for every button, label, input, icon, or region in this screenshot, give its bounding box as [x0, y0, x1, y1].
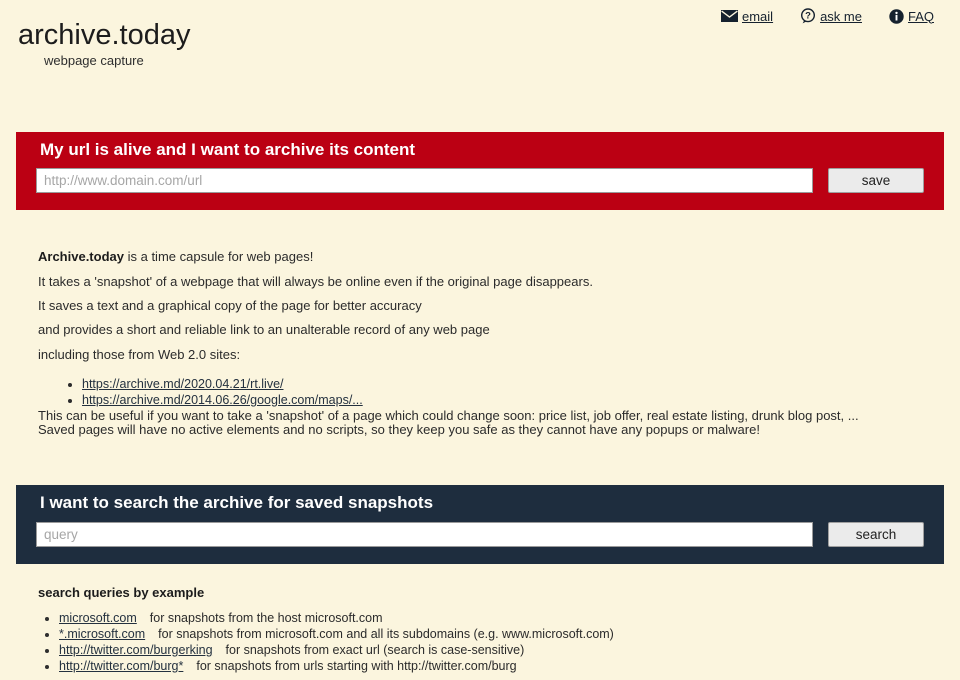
page-header: [0, 0, 960, 69]
list-item: [82, 393, 922, 407]
usefulness-paragraph: [38, 409, 922, 438]
email-link[interactable]: [721, 9, 773, 24]
snapshot-example-links: [38, 377, 922, 407]
search-examples-section: [38, 585, 922, 673]
list-item: [59, 611, 922, 625]
intro-line-4: and provides a short and reliable link to an unalterable record of any web page: [38, 322, 490, 338]
search-form: [36, 522, 924, 547]
intro-line-1: [38, 250, 922, 264]
example-query-subdomains[interactable]: *.microsoft.com: [59, 626, 146, 641]
list-item: [59, 627, 922, 641]
faq-icon: [889, 9, 904, 24]
intro-lead-rest: is a time capsule for web pages!: [123, 249, 314, 265]
archive-section-title: My url is alive and I want to archive its content: [40, 140, 416, 159]
list-item: [59, 643, 922, 657]
email-link-label[interactable]: email: [742, 8, 774, 24]
intro-line-2: It takes a 'snapshot' of a webpage that will always be online even if the original page disappears.: [38, 273, 593, 289]
example-query-exact-url[interactable]: http://twitter.com/burgerking: [59, 642, 213, 657]
archive-url-section: [16, 132, 944, 210]
list-item: [59, 659, 922, 673]
search-examples-heading: search queries by example: [38, 584, 205, 600]
top-nav: [721, 8, 934, 24]
url-input[interactable]: [36, 168, 813, 193]
example-query-exact-url-desc: for snapshots from exact url (search is case-sensitive): [225, 642, 525, 657]
search-section-title: I want to search the archive for saved snapshots: [40, 493, 434, 513]
example-query-host-desc: for snapshots from the host microsoft.com: [149, 610, 383, 625]
search-archive-section: [16, 485, 944, 563]
email-icon: [721, 10, 738, 22]
intro-text: [38, 250, 922, 437]
ask-me-link-label[interactable]: ask me: [820, 8, 862, 24]
site-tagline: webpage capture: [44, 53, 144, 69]
intro-line-3: It saves a text and a graphical copy of the page for better accuracy: [38, 297, 422, 313]
list-item: [82, 377, 922, 391]
save-button[interactable]: save: [828, 168, 924, 193]
example-query-subdomains-desc: for snapshots from microsoft.com and all its subdomains (e.g. www.microsoft.com): [158, 626, 614, 641]
search-input[interactable]: [36, 522, 813, 547]
snapshot-link-rtlive[interactable]: https://archive.md/2020.04.21/rt.live/: [82, 376, 284, 391]
usefulness-line-2: Saved pages will have no active elements and no scripts, so they keep you safe as they cannot have any popups or malware!: [38, 422, 760, 438]
search-examples-list: [38, 611, 922, 673]
ask-me-icon: [800, 8, 816, 24]
faq-link[interactable]: [889, 9, 934, 24]
example-query-host[interactable]: microsoft.com: [59, 610, 137, 625]
svg-text:?: ?: [805, 10, 811, 22]
archive-form: [36, 168, 924, 193]
intro-lead-bold: Archive.today: [38, 249, 124, 265]
example-query-prefix[interactable]: http://twitter.com/burg*: [59, 658, 184, 673]
snapshot-link-googlemaps[interactable]: https://archive.md/2014.06.26/google.com/maps/...: [82, 392, 363, 407]
ask-me-link[interactable]: [800, 8, 862, 24]
site-logo: archive.today: [18, 19, 191, 51]
example-query-prefix-desc: for snapshots from urls starting with http://twitter.com/burg: [196, 658, 517, 673]
intro-line-5: including those from Web 2.0 sites:: [38, 346, 241, 362]
usefulness-line-1: This can be useful if you want to take a 'snapshot' of a page which could change soon: price list, job offer, real estate listing, drunk blog post, ...: [38, 407, 859, 423]
search-button[interactable]: search: [828, 522, 924, 547]
faq-link-label[interactable]: FAQ: [907, 8, 934, 24]
